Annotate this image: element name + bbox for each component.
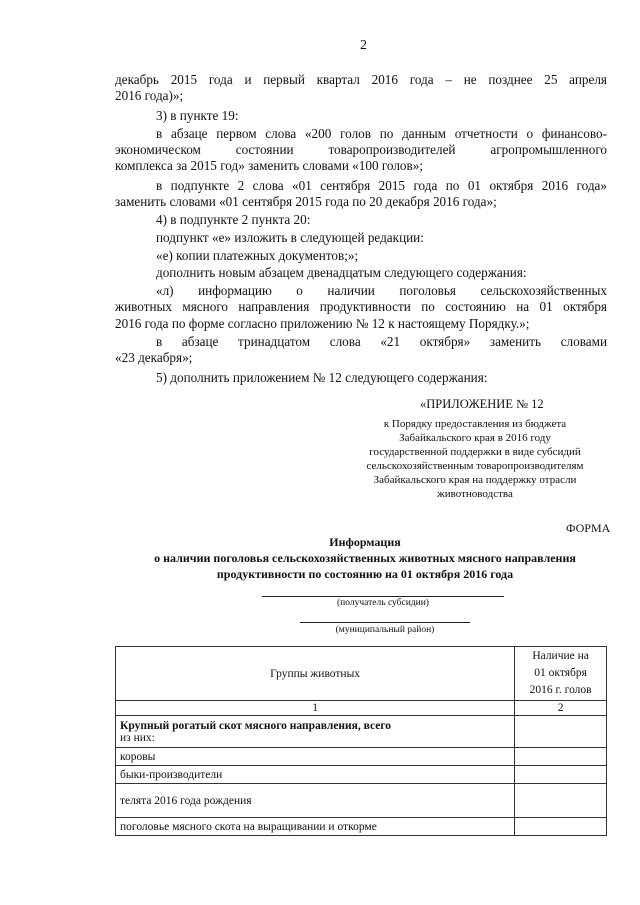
appendix-line: Забайкальского края в 2016 году xyxy=(399,432,551,444)
appendix-title: «ПРИЛОЖЕНИЕ № 12 xyxy=(420,397,544,411)
text-line: в абзаце первом слова «200 голов по данным отчетности о финансово- xyxy=(156,126,607,141)
table-row xyxy=(116,818,607,836)
text-line: 3) в пункте 19: xyxy=(156,108,239,123)
recipient-underline xyxy=(262,596,504,597)
heading-line: продуктивности по состоянию на 01 октября 2016 года xyxy=(216,567,514,581)
table-cell-value[interactable] xyxy=(515,766,607,784)
text-line: в подпункте 2 слова «01 сентября 2015 года по 01 октября 2016 года» xyxy=(156,178,607,193)
page-number: 2 xyxy=(360,38,367,53)
appendix-line: Забайкальского края на поддержку отрасли xyxy=(373,474,577,486)
table-cell-label: быки-производители xyxy=(116,766,515,784)
text-line: декабрь 2015 года и первый квартал 2016 года – не позднее 25 апреля xyxy=(115,72,607,87)
table-cell-value[interactable] xyxy=(515,716,607,748)
text-line: 2016 года)»; xyxy=(115,88,184,103)
text-line: животных мясного направления продуктивности по состоянию на 01 октября xyxy=(115,299,607,314)
table-header-count xyxy=(515,647,607,701)
text-line: дополнить новым абзацем двенадцатым следующего содержания: xyxy=(156,265,527,280)
table-cell-label: коровы xyxy=(116,748,515,766)
text-line: 4) в подпункте 2 пункта 20: xyxy=(156,212,311,227)
table-row xyxy=(116,766,607,784)
appendix-line: государственной поддержки в виде субсидий xyxy=(369,446,581,458)
table-cell-label xyxy=(116,716,515,748)
table-header-groups: Группы животных xyxy=(116,647,515,701)
heading-line: о наличии поголовья сельскохозяйственных животных мясного направления xyxy=(154,551,576,565)
text-line: комплекса за 2015 год» заменить словами «100 голов»; xyxy=(115,158,423,173)
livestock-table xyxy=(115,646,607,836)
table-header-row xyxy=(116,647,607,701)
appendix-line: к Порядку предоставления из бюджета xyxy=(383,418,567,430)
text-line: 2016 года по форме согласно приложению № 12 к настоящему Порядку.»; xyxy=(115,316,530,331)
table-cell-label: поголовье мясного скота на выращивании и откорме xyxy=(116,818,515,836)
column-number: 1 xyxy=(116,701,515,716)
appendix-line: животноводства xyxy=(437,488,513,500)
table-header-count-line: Наличие на xyxy=(532,650,589,662)
table-header-count-line: 2016 г. голов xyxy=(529,684,592,696)
row-label-total: Крупный рогатый скот мясного направления, всего xyxy=(120,719,392,732)
district-caption: (муниципальный район) xyxy=(335,625,435,635)
text-line: 5) дополнить приложением № 12 следующего содержания: xyxy=(156,370,488,385)
table-row xyxy=(116,716,607,748)
text-line: «23 декабря»; xyxy=(115,350,193,365)
heading-title: Информация xyxy=(329,535,401,549)
table-cell-value[interactable] xyxy=(515,784,607,818)
text-line: «е) копии платежных документов;»; xyxy=(156,248,359,263)
text-line: заменить словами «01 сентября 2015 года по 20 декабря 2016 года»; xyxy=(115,194,497,209)
recipient-caption: (получатель субсидии) xyxy=(337,598,429,608)
table-row xyxy=(116,748,607,766)
column-number: 2 xyxy=(515,701,607,716)
appendix-line: сельскохозяйственным товаропроизводителям xyxy=(366,460,584,472)
table-cell-label: телята 2016 года рождения xyxy=(116,784,515,818)
table-row xyxy=(116,784,607,818)
table-cell-value[interactable] xyxy=(515,748,607,766)
table-header-count-line: 01 октября xyxy=(534,667,587,679)
text-line: «л) информацию о наличии поголовья сельскохозяйственных xyxy=(156,283,607,298)
form-label: ФОРМА xyxy=(566,521,611,535)
text-line: в абзаце тринадцатом слова «21 октября» заменить словами xyxy=(156,334,607,349)
text-line: подпункт «е» изложить в следующей редакции: xyxy=(156,230,424,245)
row-sublabel: из них: xyxy=(120,731,155,744)
table-cell-value[interactable] xyxy=(515,818,607,836)
district-underline xyxy=(300,622,470,623)
table-number-row xyxy=(116,701,607,716)
text-line: экономическом состоянии товаропроизводителей агропромышленного xyxy=(115,142,607,157)
